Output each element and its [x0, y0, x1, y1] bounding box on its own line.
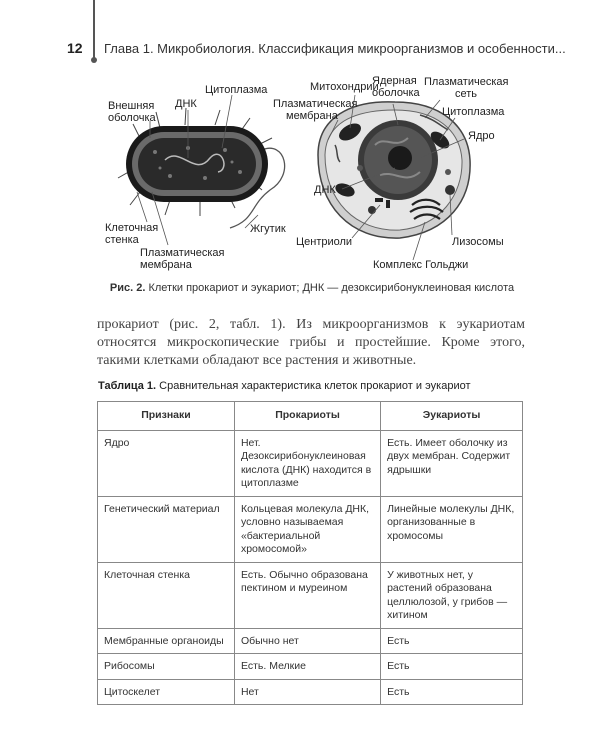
table-cell: Клеточная стенка — [98, 562, 235, 628]
table-row — [98, 430, 523, 496]
figure-caption — [102, 282, 522, 294]
label-plasma-membrane-left-2: мембрана — [140, 259, 192, 271]
table-cell: Есть — [381, 628, 523, 654]
table-cell: Обычно нет — [234, 628, 380, 654]
label-cytoplasm-left: Цитоплазма — [205, 84, 268, 96]
label-nuclear-envelope-1: Ядерная — [372, 75, 417, 87]
chapter-header: Глава 1. Микробиология. Классификация микроорганизмов и особенности... — [104, 41, 566, 56]
label-dna-left: ДНК — [175, 98, 197, 110]
table-title-text: Сравнительная характеристика клеток прокариот и эукариот — [156, 380, 471, 392]
table-row — [98, 496, 523, 562]
label-lysosomes: Лизосомы — [452, 236, 504, 248]
label-cytoplasm-right: Цитоплазма — [442, 106, 505, 118]
header-features: Признаки — [98, 402, 235, 431]
table-cell: Есть. Мелкие — [234, 654, 380, 680]
table-cell: Ядро — [98, 430, 235, 496]
label-centrioles: Центриоли — [296, 236, 353, 248]
table-cell: Линейные молекулы ДНК, организованные в хромосомы — [381, 496, 523, 562]
table-cell: Нет. Дезоксирибонуклеиновая кислота (ДНК) находится в цитоплазме — [234, 430, 380, 496]
label-plasma-network-2: сеть — [455, 88, 478, 100]
label-cell-wall-1: Клеточная — [105, 222, 159, 234]
cell-figure — [0, 0, 600, 290]
table-row — [98, 679, 523, 705]
header-prokaryotes: Прокариоты — [234, 402, 380, 431]
label-nuclear-envelope-2: оболочка — [372, 87, 420, 99]
table-cell: Есть. Имеет оболочку из двух мембран. Содержит ядрышки — [381, 430, 523, 496]
table-row — [98, 628, 523, 654]
table-title-number: Таблица 1. — [98, 380, 157, 392]
table-header-row — [98, 402, 523, 431]
table-cell: Кольцевая молекула ДНК, условно называемая «бактериальной хромосомой» — [234, 496, 380, 562]
figure-caption-text: Клетки прокариот и эукариот; ДНК — дезоксирибонуклеиновая кислота — [145, 282, 515, 294]
table-cell: Цитоскелет — [98, 679, 235, 705]
label-mitochondria: Митохондрии — [310, 81, 379, 93]
body-paragraph: прокариот (рис. 2, табл. 1). Из микроорганизмов к эукариотам относятся микроскопические грибы и простейшие. Кроме этого, такими клетками обладают все растения и животные. — [97, 317, 525, 368]
label-plasma-membrane-right-1: Плазматическая — [273, 98, 358, 110]
label-plasma-network-1: Плазматическая — [424, 76, 509, 88]
table-cell: Генетический материал — [98, 496, 235, 562]
table-cell: У животных нет, у растений образована целлюлозой, у грибов — хитином — [381, 562, 523, 628]
label-dna-right: ДНК — [314, 184, 336, 196]
table-title — [98, 380, 471, 392]
label-plasma-membrane-right-2: мембрана — [286, 110, 338, 122]
page-number: 12 — [67, 40, 83, 56]
table-cell: Есть — [381, 654, 523, 680]
label-outer-membrane-2: оболочка — [108, 112, 156, 124]
figure-caption-number: Рис. 2. — [109, 282, 146, 294]
table-cell: Есть — [381, 679, 523, 705]
comparison-table — [97, 401, 523, 705]
label-plasma-membrane-left-1: Плазматическая — [140, 247, 225, 259]
label-outer-membrane-1: Внешняя — [108, 100, 155, 112]
label-golgi: Комплекс Гольджи — [373, 259, 469, 271]
table-cell: Рибосомы — [98, 654, 235, 680]
header-eukaryotes: Эукариоты — [381, 402, 523, 431]
label-cell-wall-2: стенка — [105, 234, 139, 246]
label-nucleus: Ядро — [468, 130, 495, 142]
table-cell: Есть. Обычно образована пектином и муреином — [234, 562, 380, 628]
label-flagellum: Жгутик — [250, 223, 286, 235]
table-row — [98, 654, 523, 680]
table-cell: Нет — [234, 679, 380, 705]
table-cell: Мембранные органоиды — [98, 628, 235, 654]
table-row — [98, 562, 523, 628]
